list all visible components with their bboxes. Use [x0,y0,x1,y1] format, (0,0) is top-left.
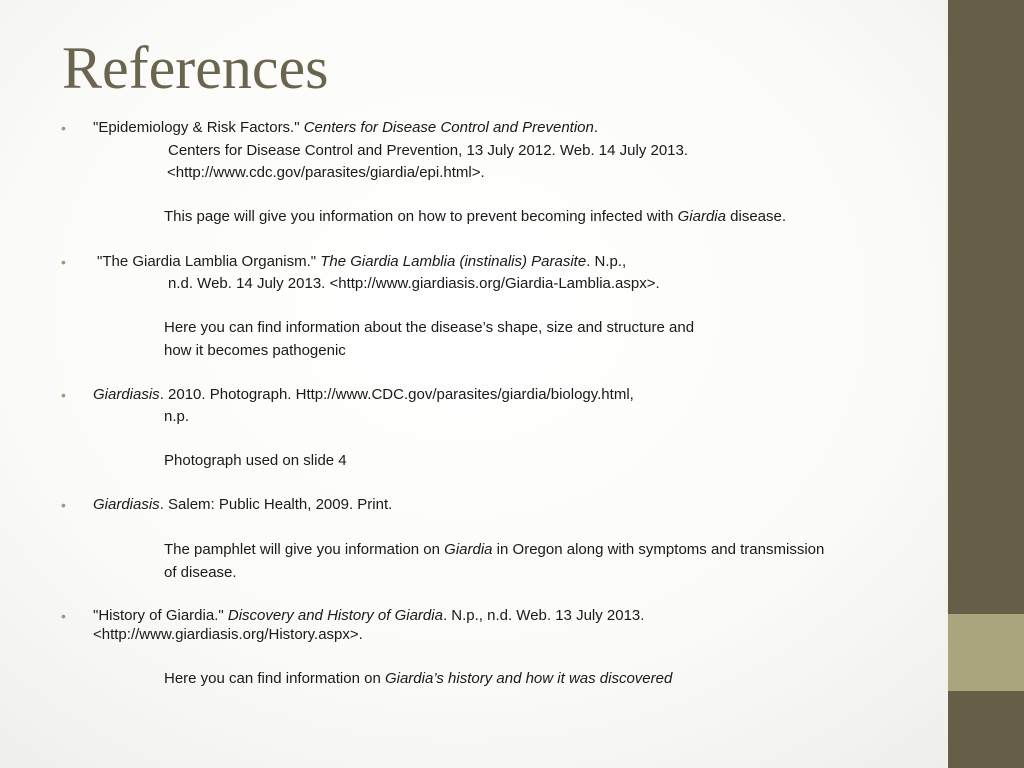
ref-2-line-1: "The Giardia Lamblia Organism." The Giardia Lamblia (instinalis) Parasite. N.p., [97,253,627,270]
ref-2-line-2: n.d. Web. 14 July 2013. <http://www.giardiasis.org/Giardia-Lamblia.aspx>. [168,275,660,292]
ref-5-note: Here you can find information on Giardia’s history and how it was discovered [164,670,673,687]
bullet-1: • [61,120,66,136]
bullet-3: • [61,387,66,403]
ref-1-line-1: "Epidemiology & Risk Factors." Centers for Disease Control and Prevention. [93,119,599,136]
bullet-4: • [61,497,66,513]
ref-4-note-1: The pamphlet will give you information on Giardia in Oregon along with symptoms and transmission [164,541,825,558]
ref-3-line-2: n.p. [164,408,190,425]
sidebar-edge [946,0,948,768]
sidebar-accent-block [948,614,1024,691]
ref-1-line-2: Centers for Disease Control and Prevention, 13 July 2012. Web. 14 July 2013. [168,142,689,159]
bullet-5: • [61,608,66,624]
ref-2-note-1: Here you can find information about the disease’s shape, size and structure and [164,319,695,336]
ref-1-note: This page will give you information on how to prevent becoming infected with Giardia disease. [164,208,787,225]
ref-3-note: Photograph used on slide 4 [164,452,347,469]
ref-2-note-2: how it becomes pathogenic [164,342,346,359]
ref-4-line-1: Giardiasis. Salem: Public Health, 2009. Print. [93,496,393,513]
ref-4-note-2: of disease. [164,564,237,581]
ref-5-line-2: <http://www.giardiasis.org/History.aspx>. [93,626,363,643]
ref-1-line-3: <http://www.cdc.gov/parasites/giardia/epi.html>. [167,164,485,181]
ref-3-line-1: Giardiasis. 2010. Photograph. Http://www.CDC.gov/parasites/giardia/biology.html, [93,386,634,403]
bullet-2: • [61,254,66,270]
ref-5-line-1: "History of Giardia." Discovery and History of Giardia. N.p., n.d. Web. 13 July 2013. [93,607,645,624]
slide-title: References [62,35,329,101]
